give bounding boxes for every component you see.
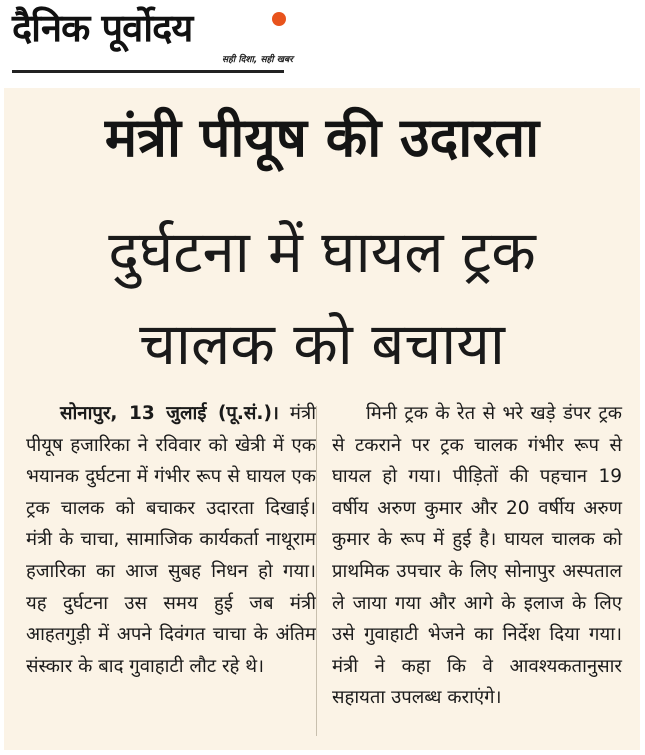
masthead-rule — [12, 70, 284, 73]
column-left-body: मंत्री पीयूष हजारिका ने रविवार को खेत्री में एक भयानक दुर्घटना में गंभीर रूप से घायल एक ट्रक चालक को बचाकर उदारता दिखाई। मंत्री के चाचा, सामाजिक कार्यकर्ता नाथूराम हजारिका का आज सुबह निधन हो गया। यह दुर्घटना उस समय हुई जब मंत्री आहतगुड़ी में अपने दिवंगत चाचा के अंतिम संस्कार के बाद गुवाहाटी लौट रहे थे। — [26, 403, 316, 677]
headline-secondary — [4, 206, 640, 390]
article-column-right — [332, 398, 622, 714]
newspaper-title: दैनिक पूर्वोदय — [12, 6, 193, 50]
column-right-body: मिनी ट्रक के रेत से भरे खड़े डंपर ट्रक से टकराने पर ट्रक चालक गंभीर रूप से घायल हो गया। पीड़ितों की पहचान 19 वर्षीय अरुण कुमार और 20 वर्षीय अरुण कुमार के रूप में हुई है। घायल चालक को प्राथमिक उपचार के लिए सोनापुर अस्पताल ले जाया गया और आगे के इलाज के लिए उसे गुवाहाटी भेजने का निर्देश दिया गया। मंत्री ने कहा कि वे आवश्यकतानुसार सहायता उपलब्ध कराएंगे। — [332, 403, 622, 709]
headline-primary: मंत्री पीयूष की उदारता — [104, 106, 540, 169]
dateline: सोनापुर, 13 जुलाई (पू.सं.)। — [60, 403, 279, 424]
news-clipping — [4, 88, 640, 750]
masthead — [0, 0, 645, 78]
headline-secondary-line1: दुर्घटना में घायल ट्रक — [108, 218, 536, 286]
column-divider — [316, 406, 317, 736]
headline-secondary-line2: चालक को बचाया — [139, 310, 505, 378]
newspaper-tagline: सही दिशा, सही खबर — [222, 55, 293, 65]
article-column-left — [26, 398, 316, 682]
logo-dot-icon — [272, 12, 286, 26]
